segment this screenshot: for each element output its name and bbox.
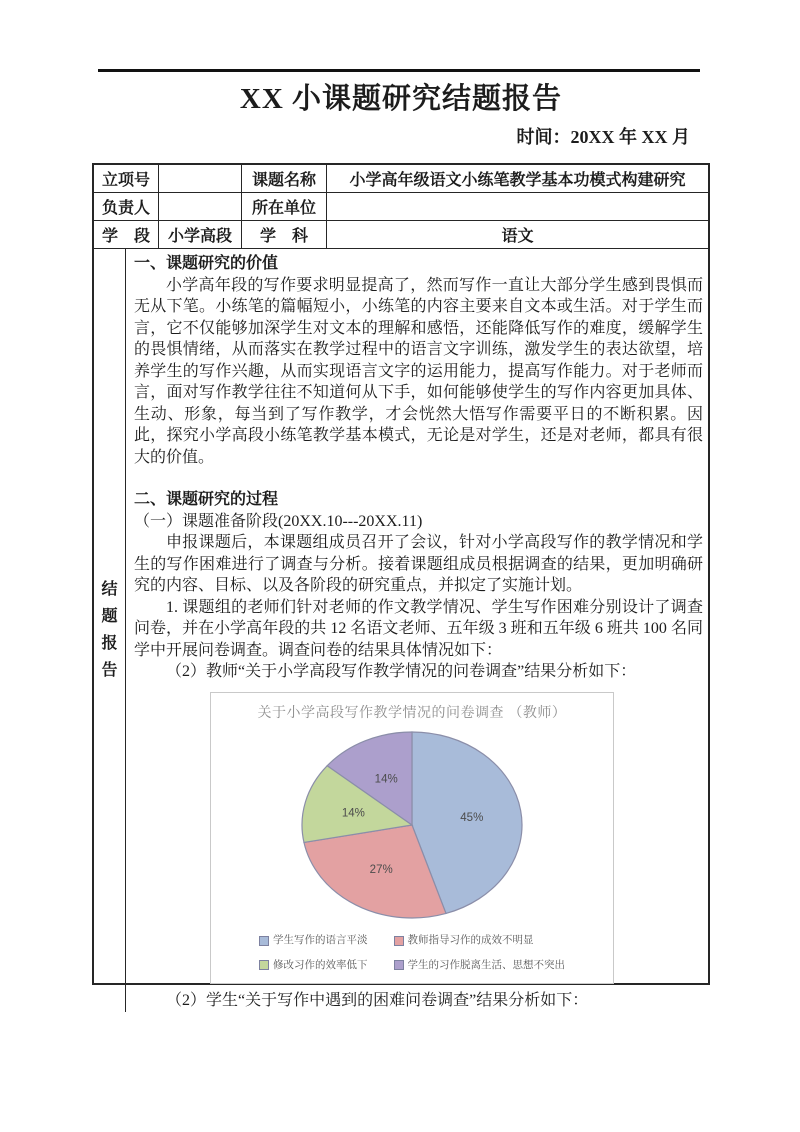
legend-item: [259, 955, 368, 977]
label-subject: 学 科: [241, 220, 326, 248]
date-line: 时间：20XX 年 XX 月: [516, 127, 690, 147]
legend-item: [394, 930, 566, 952]
legend-item: [259, 930, 368, 952]
info-table: [94, 165, 708, 248]
label-grade-band: 学 段: [94, 220, 158, 248]
section2-paragraph-2: 1. 课题组的老师们针对老师的作文教学情况、学生写作困难分别设计了调查问卷，并在小学高年段的共 12 名语文老师、五年级 3 班和五年级 6 班共 100 名同学中开展问卷调查。调查问卷的结果具体情况如下：: [134, 598, 703, 659]
title-underline-rule: [98, 69, 700, 72]
report-body-row: [94, 248, 708, 1009]
legend-label: 修改习作的效率低下: [273, 958, 368, 971]
label-project-title: 课题名称: [241, 165, 326, 192]
section1-heading: 一、课题研究的价值: [134, 255, 279, 272]
legend-item: [394, 955, 566, 977]
page-title: XX 小课题研究结题报告: [239, 83, 563, 115]
legend-swatch: [259, 960, 269, 970]
pie-slice-label: 14%: [374, 773, 398, 786]
label-work-unit: 所在单位: [241, 192, 326, 220]
legend-swatch: [259, 936, 269, 946]
chart-legend: [211, 930, 613, 976]
after-chart-line: （2）学生“关于写作中遇到的困难问卷调查”结果分析如下：: [166, 992, 589, 1009]
legend-label: 教师指导习作的成效不明显: [407, 934, 534, 946]
legend-label: 学生的习作脱离生活、思想不突出: [407, 958, 565, 971]
pie-area: [211, 727, 613, 923]
report-content: [125, 248, 708, 1012]
section1-paragraph: 小学高年段的写作要求明显提高了，然而写作一直让大部分学生感到畏惧而无从下笔。小练笔的篇幅短小，小练笔的内容主要来自文本或生活。对于学生而言，它不仅能够加深学生对文本的理解和感悟，还能降低写作的难度，缓解学生的畏惧情绪，从而落实在教学过程中的语言文字训练，激发学生的表达欲望，培养学生的写作兴趣，从而实现语言文字的运用能力，提高写作能力。对于老师而言，面对写作教学往往不知道何从下手，如何能够使学生的写作内容更加具体、生动、形象，每当到了写作教学，才会恍然大悟写作需要平日的不断积累。因此，探究小学高段小练笔教学基本模式，无论是对学生，还是对老师，都具有很大的价值。: [134, 276, 703, 466]
value-leader: [158, 192, 241, 220]
pie-slice-label: 27%: [369, 864, 393, 876]
section2-heading: 二、课题研究的过程: [134, 491, 279, 508]
pie-slice-label: 45%: [460, 812, 484, 824]
label-project-number: 立项号: [101, 172, 150, 189]
value-grade-band: 小学高段: [158, 220, 241, 248]
report-table: [92, 163, 710, 1009]
legend-swatch: [394, 960, 404, 970]
pie-chart-svg: [292, 727, 532, 923]
value-work-unit: [326, 192, 708, 220]
value-project-title: 小学高年级语文小练笔教学基本功模式构建研究: [326, 165, 708, 192]
section2-paragraph-3: （2）教师“关于小学高段写作教学情况的问卷调查”结果分析如下：: [166, 663, 637, 680]
section2-subheading: （一）课题准备阶段(20XX.10---20XX.11): [134, 512, 423, 530]
sidebar-cell: [94, 248, 125, 1012]
chart-title: 关于小学高段写作教学情况的问卷调查 （教师）: [257, 703, 567, 720]
survey-pie-chart: [210, 692, 614, 985]
pie-slice-label: 14%: [341, 807, 365, 820]
value-subject: 语文: [326, 220, 708, 248]
legend-swatch: [394, 936, 404, 946]
section2-paragraph-1: 申报课题后，本课题组成员召开了会议，针对小学高段写作的教学情况和学生的写作困难进行了调查与分析。接着课题组成员根据调查的结果，更加明确研究的内容、目标、以及各阶段的研究重点，并拟定了实施计划。: [134, 534, 703, 594]
label-leader: 负责人: [94, 192, 158, 220]
value-project-number: [158, 165, 241, 192]
legend-label: 学生写作的语言平淡: [273, 934, 368, 946]
sidebar-report-label: 结题报告: [101, 581, 118, 680]
